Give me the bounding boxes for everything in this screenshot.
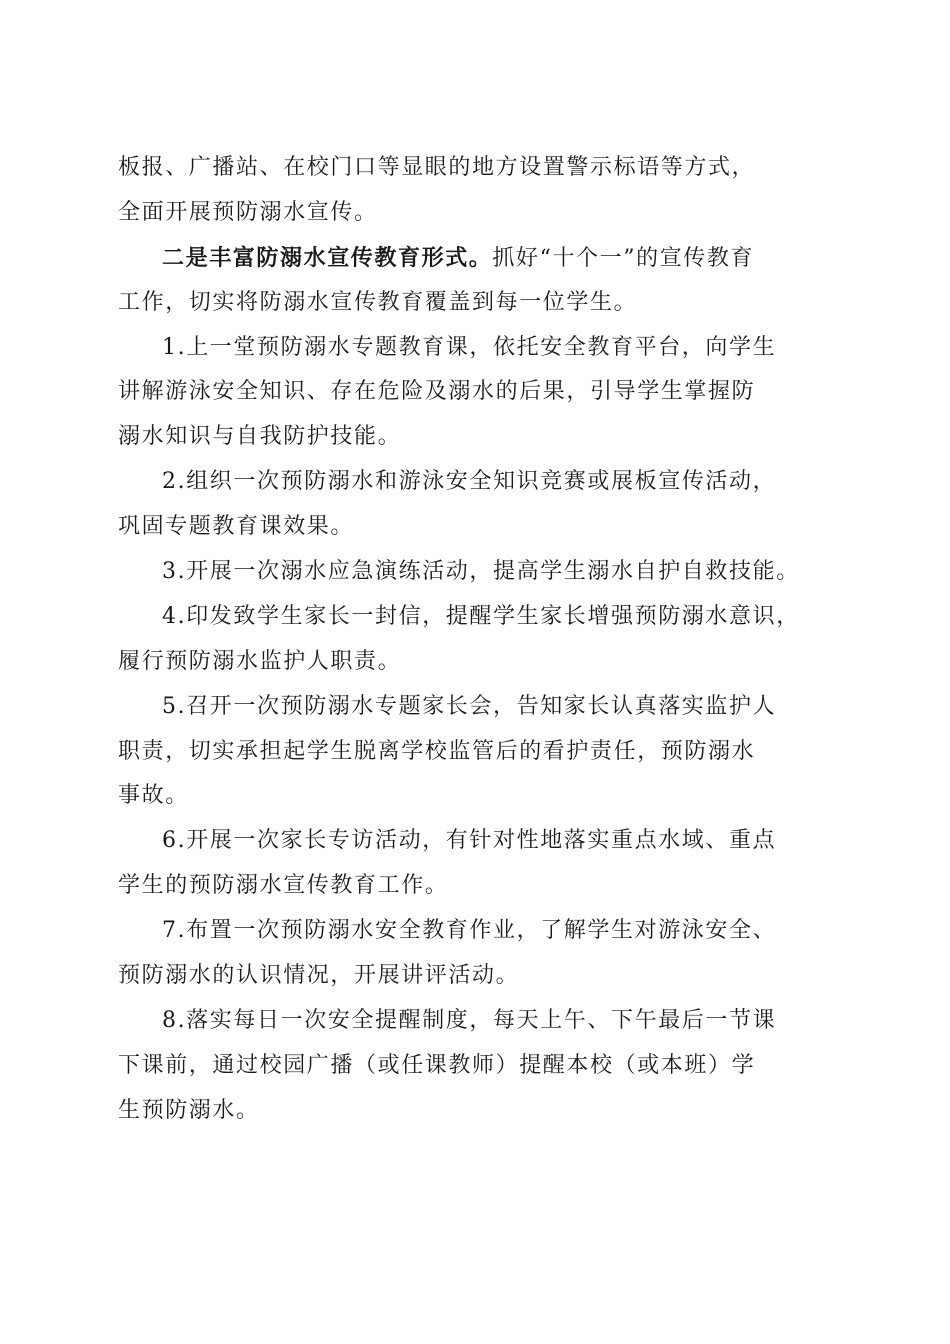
text-line: 工作，切实将防溺水宣传教育覆盖到每一位学生。 [118, 289, 638, 315]
list-item-6: 6.开展一次家长专访活动，有针对性地落实重点水域、重点 [162, 828, 777, 854]
text-line: 全面开展预防溺水宣传。 [118, 199, 378, 225]
list-item-4: 4.印发致学生家长一封信，提醒学生家长增强预防溺水意识， [162, 603, 800, 629]
section-heading-line: 二是丰富防溺水宣传教育形式。抓好“十个一”的宣传教育 [162, 244, 755, 271]
text-line: 溺水知识与自我防护技能。 [118, 424, 402, 450]
list-item-3: 3.开展一次溺水应急演练活动，提高学生溺水自护自救技能。 [162, 559, 800, 585]
list-item-7: 7.布置一次预防溺水安全教育作业，了解学生对游泳安全、 [162, 918, 777, 944]
text-line: 学生的预防溺水宣传教育工作。 [118, 873, 449, 899]
text-line: 预防溺水的认识情况，开展讲评活动。 [118, 963, 520, 989]
section-heading: 二是丰富防溺水宣传教育形式。 [162, 244, 493, 271]
list-item-5: 5.召开一次预防溺水专题家长会，告知家长认真落实监护人 [162, 693, 777, 719]
text-line: 履行预防溺水监护人职责。 [118, 648, 402, 674]
list-item-2: 2.组织一次预防溺水和游泳安全知识竞赛或展板宣传活动， [162, 469, 777, 495]
text-line: 事故。 [118, 783, 189, 809]
text-line: 生预防溺水。 [118, 1097, 260, 1123]
list-item-1: 1.上一堂预防溺水专题教育课，依托安全教育平台，向学生 [162, 334, 777, 360]
text-line: 板报、广播站、在校门口等显眼的地方设置警示标语等方式， [118, 155, 756, 180]
list-item-8: 8.落实每日一次安全提醒制度，每天上午、下午最后一节课 [162, 1007, 777, 1033]
document-page [118, 146, 830, 1134]
text-line: 职责，切实承担起学生脱离学校监管后的看护责任，预防溺水 [118, 738, 756, 764]
text-line: 巩固专题教育课效果。 [118, 514, 355, 540]
text-line: 讲解游泳安全知识、存在危险及溺水的后果，引导学生掌握防 [118, 379, 756, 405]
text-line: 下课前，通过校园广播（或任课教师）提醒本校（或本班）学 [118, 1052, 756, 1078]
